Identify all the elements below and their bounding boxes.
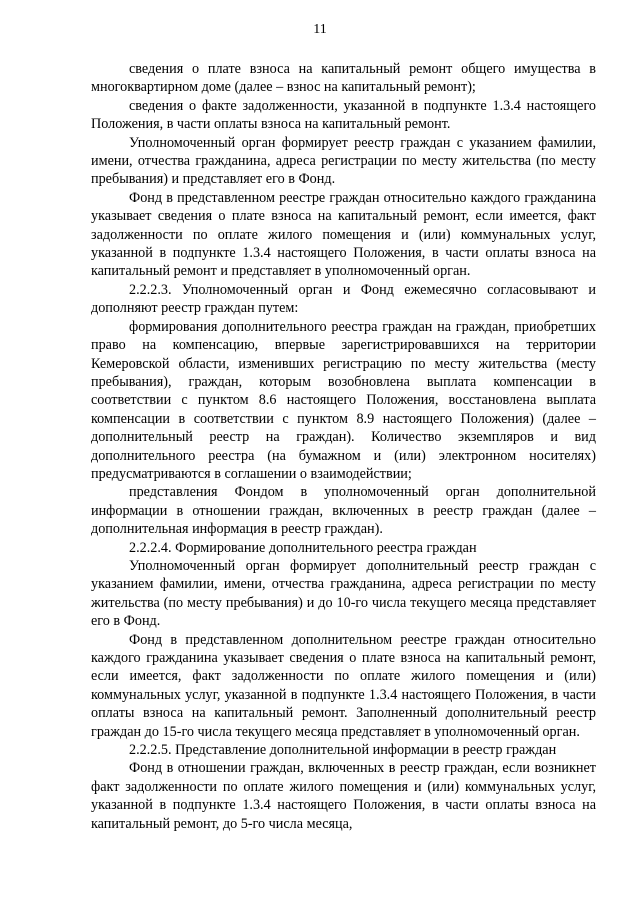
paragraph: Фонд в отношении граждан, включенных в реестр граждан, если возникнет факт задолженности по оплате жилого помещения и (или) коммунальных услуг, указанной в подпункте 1.3.4 настоящего Положения, в части оплаты взноса на капитальный ремонт, до 5-го числа месяца,	[91, 760, 596, 832]
document-body	[91, 60, 596, 833]
paragraph: сведения о факте задолженности, указанной в подпункте 1.3.4 настоящего Положения, в части оплаты взноса на капитальный ремонт.	[91, 97, 596, 133]
section-heading-2-2-2-4: 2.2.2.4. Формирование дополнительного реестра граждан	[129, 539, 477, 556]
section-heading-2-2-2-3: 2.2.2.3. Уполномоченный орган и Фонд ежемесячно согласовывают и дополняют реестр граждан путем:	[91, 281, 596, 317]
paragraph: Фонд в представленном дополнительном реестре граждан относительно каждого гражданина указывает сведения о плате взноса на капитальный ремонт, если имеется, факт задолженности по оплате жилого помещения и (или) коммунальных услуг, указанной в подпункте 1.3.4 настоящего Положения, в части оплаты взноса на капитальный ремонт. Заполненный дополнительный реестр граждан до 15-го числа текущего месяца представляет в уполномоченный орган.	[91, 631, 596, 740]
section-heading-2-2-2-5: 2.2.2.5. Представление дополнительной информации в реестр граждан	[129, 742, 557, 759]
paragraph: Уполномоченный орган формирует реестр граждан с указанием фамилии, имени, отчества гражданина, адреса регистрации по месту жительства (по месту пребывания) и представляет его в Фонд.	[91, 134, 596, 188]
paragraph: представления Фондом в уполномоченный орган дополнительной информации в отношении граждан, включенных в реестр граждан (далее – дополнительная информация в реестр граждан).	[91, 484, 596, 538]
page-number: 11	[313, 22, 327, 37]
paragraph: формирования дополнительного реестра граждан на граждан, приобретших право на компенсацию, впервые зарегистрировавшихся на территории Кемеровской области, изменивших регистрацию по месту жительства (месту пребывания), граждан, которым возобновлена выплата компенсации в соответствии с пунктом 8.6 настоящего Положения, восстановлена выплата компенсации в соответствии с пунктом 8.9 настоящего Положения) (далее – дополнительный реестр на граждан). Количество экземпляров и вид дополнительного реестра (на бумажном и (или) электронном носителях) предусматриваются в соглашении о взаимодействии;	[91, 318, 596, 482]
paragraph: сведения о плате взноса на капитальный ремонт общего имущества в многоквартирном доме (далее – взнос на капитальный ремонт);	[91, 61, 596, 96]
paragraph: Уполномоченный орган формирует дополнительный реестр граждан с указанием фамилии, имени, отчества гражданина, адреса регистрации по месту жительства (по месту пребывания) и до 10-го числа текущего месяца представляет его в Фонд.	[91, 557, 596, 630]
paragraph: Фонд в представленном реестре граждан относительно каждого гражданина указывает сведения о плате взноса на капитальный ремонт, если имеется, факт задолженности по оплате жилого помещения и (или) коммунальных услуг, указанной в подпункте 1.3.4 настоящего Положения, в части оплаты взноса на капитальный ремонт и представляет в уполномоченный орган.	[91, 189, 596, 280]
